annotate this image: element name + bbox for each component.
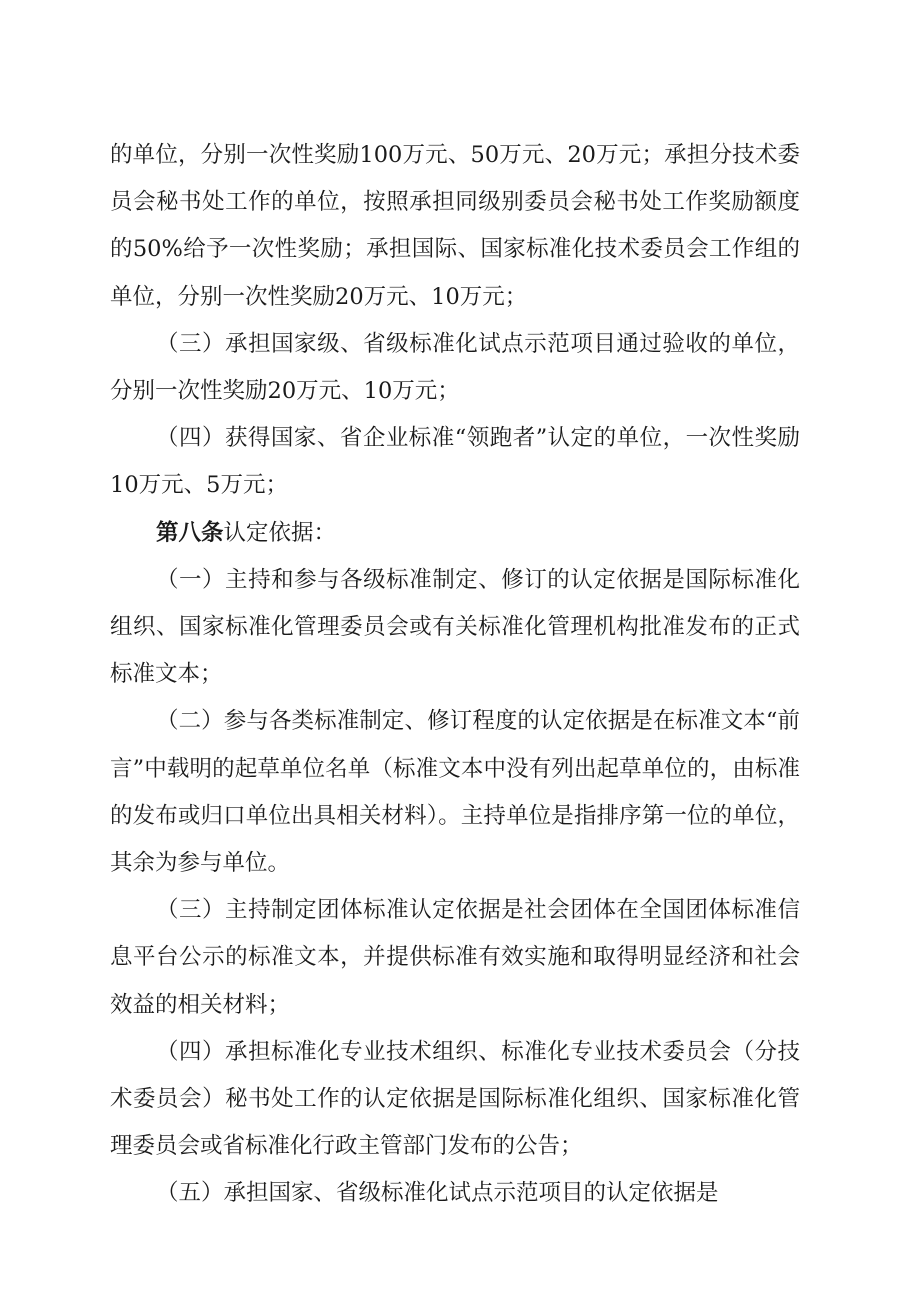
paragraph-basis-2: （二）参与各类标准制定、修订程度的认定依据是在标准文本“前言”中载明的起草单位名单（标准文本中没有列出起草单位的，由标准的发布或归口单位出具相关材料）。主持单位是指排序第一位的单位，其余为参与单位。 — [110, 708, 800, 877]
paragraph-basis-4: （四）承担标准化专业技术组织、标准化专业技术委员会（分技术委员会）秘书处工作的认定依据是国际标准化组织、国家标准化管理委员会或省标准化行政主管部门发布的公告； — [110, 1038, 800, 1160]
paragraph-item-3-pilot-projects: （三）承担国家级、省级标准化试点示范项目通过验收的单位，分别一次性奖励20万元、10万元； — [110, 330, 800, 405]
paragraph-basis-5: （五）承担国家、省级标准化试点示范项目的认定依据是 — [156, 1180, 719, 1207]
article-8-heading: 第八条 — [156, 519, 224, 546]
article-8 — [110, 510, 800, 557]
document-body — [110, 132, 800, 1218]
paragraph-award-amounts: 的单位，分别一次性奖励100万元、50万元、20万元；承担分技术委员会秘书处工作的单位，按照承担同级别委员会秘书处工作奖励额度的50%给予一次性奖励；承担国际、国家标准化技术委员会工作组的单位，分别一次性奖励20万元、10万元； — [110, 142, 800, 310]
article-8-text: 认定依据： — [223, 519, 337, 546]
paragraph-basis-3: （三）主持制定团体标准认定依据是社会团体在全国团体标准信息平台公示的标准文本，并提供标准有效实施和取得明显经济和社会效益的相关材料； — [110, 897, 800, 1018]
paragraph-item-4-forerunner: （四）获得国家、省企业标准“领跑者”认定的单位，一次性奖励10万元、5万元； — [110, 425, 800, 499]
paragraph-basis-1: （一）主持和参与各级标准制定、修订的认定依据是国际标准化组织、国家标准化管理委员会或有关标准化管理机构批准发布的正式标准文本； — [110, 566, 800, 688]
